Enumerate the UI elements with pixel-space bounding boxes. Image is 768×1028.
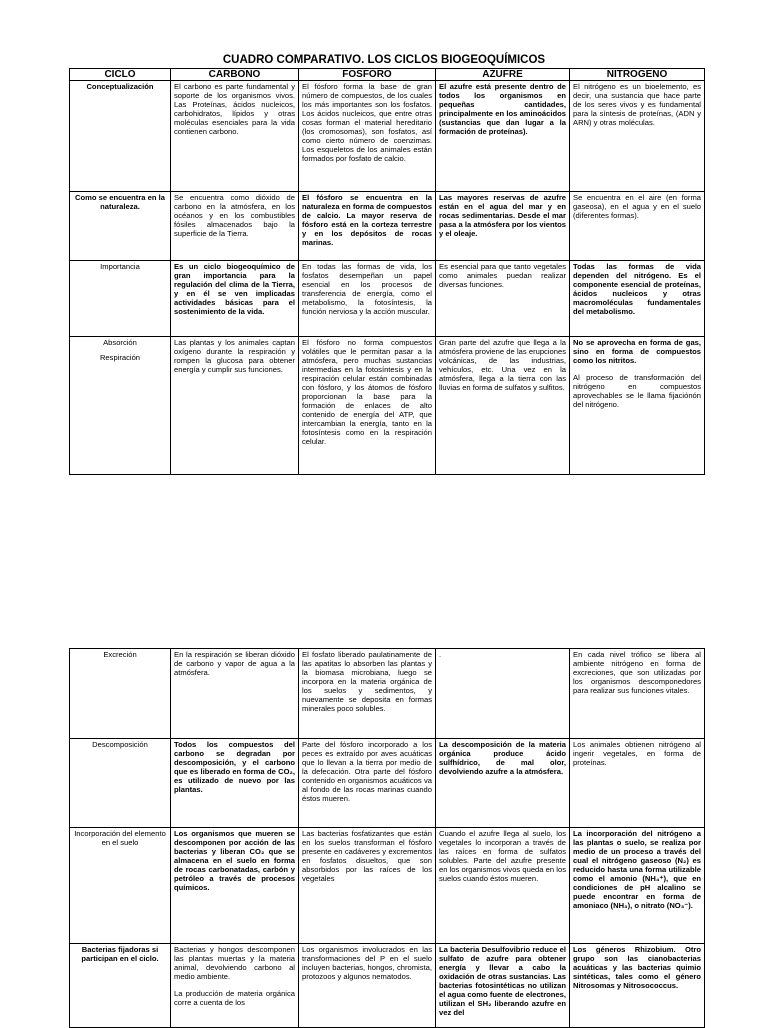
cell-nitrogeno: Todas las formas de vida dependen del nitrógeno. Es el componente esencial de proteínas, ácidos nucleicos y otras macromoléculas fundamentales del metabolismo. bbox=[570, 261, 705, 337]
row-label-absorcion-respiracion bbox=[70, 337, 171, 475]
header-nitrogeno: NITROGENO bbox=[570, 69, 705, 81]
cell-nitrogeno: En cada nivel trófico se libera al ambiente nitrógeno en forma de excreciones, que son utilizadas por los organismos descomponedores para realizar sus funciones vitales. bbox=[570, 649, 705, 739]
cell-nitrogeno: La incorporación del nitrógeno a las plantas o suelo, se realiza por medio de un proceso a través del cual el nitrógeno gaseoso (N₂) es reducido hasta una forma utilizable como el amonio (NH₄⁺), que en condiciones de pH alcalino se puede encontrar en forma de amoniaco (NH₃), o nitrato (NO₃⁻). bbox=[570, 828, 705, 944]
row-label-excrecion: Excreción bbox=[70, 649, 171, 739]
header-row bbox=[70, 69, 705, 81]
cell-azufre: Es esencial para que tanto vegetales como animales puedan realizar diversas funciones. bbox=[436, 261, 570, 337]
cell-carbono: Todos los compuestos del carbono se degradan por descomposición, y el carbono que es liberado en forma de CO₂, es utilizado de nuevo por las plantas. bbox=[171, 739, 299, 828]
header-carbono: CARBONO bbox=[171, 69, 299, 81]
header-azufre: AZUFRE bbox=[436, 69, 570, 81]
cell-fosforo: Las bacterias fosfatizantes que están en los suelos transforman el fósforo presente en cadáveres y excrementos en fosfatos disueltos, que son absorbidos por las raíces de los vegetales bbox=[299, 828, 436, 944]
cell-fosforo: En todas las formas de vida, los fosfatos desempeñan un papel esencial en los procesos de transferencia de energía, como el metabolismo, la fotosíntesis, la función nerviosa y la acción muscular. bbox=[299, 261, 436, 337]
table-row bbox=[70, 649, 705, 739]
table-row bbox=[70, 828, 705, 944]
cell-fosforo: Los organismos involucrados en las transformaciones del P en el suelo incluyen bacterias, hongos, chromista, protozoos y algunos nematodos. bbox=[299, 944, 436, 1028]
cell-nitrogeno: Los animales obtienen nitrógeno al ingerir vegetales, en forma de proteínas. bbox=[570, 739, 705, 828]
cell-carbono: El carbono es parte fundamental y soporte de los organismos vivos. Las Proteínas, ácidos nucleicos, carbohidratos, lípidos y otras moléculas esenciales para la vida contienen carbono. bbox=[171, 81, 299, 192]
cell-nitrogeno: Los géneros Rhizobium. Otro grupo son las cianobacterias acuáticas y las bacterias quimio sintéticas, tales como el género Nitrosomas y Nitrosococcus. bbox=[570, 944, 705, 1028]
table-row bbox=[70, 192, 705, 261]
cell-fosforo: El fósforo forma la base de gran número de compuestos, de los cuales los más importantes son los fosfatos. Los ácidos nucleicos, que entre otras cosas forman el material hereditario (los cromosomas), son fosfatos, así como cierto número de coenzimas. Los esqueletos de los animales están formados por fosfato de calcio. bbox=[299, 81, 436, 192]
cell-azufre: El azufre está presente dentro de todos los organismos en pequeñas cantidades, principalmente en los aminoácidos (sustancias que dan lugar a la formación de proteínas). bbox=[436, 81, 570, 192]
table-row bbox=[70, 261, 705, 337]
cell-paragraph: Bacterias y hongos descomponen las plantas muertas y la materia animal, devolviendo carbono al medio ambiente. bbox=[174, 945, 295, 981]
cell-nitrogeno: El nitrógeno es un bioelemento, es decir, una sustancia que hace parte de los seres vivos y es fundamental para la síntesis de proteínas, (ADN y ARN) y otras moléculas. bbox=[570, 81, 705, 192]
cell-fosforo: El fosfato liberado paulatinamente de las apatitas lo absorben las plantas y la biomasa microbiana, luego se incorpora en la materia orgánica de los suelos y sedimentos, y nuevamente se deposita en formas minerales poco solubles. bbox=[299, 649, 436, 739]
cell-fosforo: Parte del fósforo incorporado a los peces es extraído por aves acuáticas que lo llevan a la tierra por medio de la defecación. Otra parte del fósforo contenido en organismos acuáticos va al fondo de las rocas marinas cuando éstos mueren. bbox=[299, 739, 436, 828]
cell-azufre: Las mayores reservas de azufre están en el agua del mar y en rocas sedimentarias. Desde el mar pasa a la atmósfera por los vientos y el oleaje. bbox=[436, 192, 570, 261]
row-label-line: Respiración bbox=[99, 353, 141, 362]
comparison-table-part-1 bbox=[69, 68, 705, 475]
cell-carbono: Se encuentra como dióxido de carbono en la atmósfera, en los océanos y en los combustibles fósiles almacenados bajo la superficie de la Tierra. bbox=[171, 192, 299, 261]
header-fosforo: FOSFORO bbox=[299, 69, 436, 81]
cell-carbono: Las plantas y los animales captan oxígeno durante la respiración y rompen la glucosa para obtener energía y cumplir sus funciones. bbox=[171, 337, 299, 475]
cell-azufre: Gran parte del azufre que llega a la atmósfera proviene de las erupciones volcánicas, de las industrias, vehículos, etc. Una vez en la atmósfera, llega a la tierra con las lluvias en forma de sulfatos y sulfitos. bbox=[436, 337, 570, 475]
document-title: CUADRO COMPARATIVO. LOS CICLOS BIOGEOQUÍMICOS bbox=[222, 54, 546, 66]
row-label-descomposicion: Descomposición bbox=[70, 739, 171, 828]
cell-paragraph: No se aprovecha en forma de gas, sino en forma de compuestos como los nitritos. bbox=[573, 338, 701, 365]
cell-paragraph: Al proceso de transformación del nitrógeno en compuestos aprovechables se le llama fijaciónón del nitrógeno. bbox=[573, 373, 701, 409]
cell-fosforo: El fósforo no forma compuestos volátiles que le permitan pasar a la atmósfera, pero muchas sustancias intermedias en la fotosíntesis y en la respiración celular están combinadas con fósforo, y los átomos de fósforo proporcionan la base para la formación de enlaces de alto contenido de energía del ATP, que intercambian la energía, tanto en la fotosíntesis como en la respiración celular. bbox=[299, 337, 436, 475]
cell-azufre: La descomposición de la materia orgánica produce ácido sulfhídrico, de mal olor, devolviendo azufre a la atmósfera. bbox=[436, 739, 570, 828]
table-row bbox=[70, 337, 705, 475]
cell-carbono bbox=[171, 944, 299, 1028]
comparison-table-part-2 bbox=[69, 648, 705, 1028]
row-label-conceptualizacion: Conceptualización bbox=[70, 81, 171, 192]
cell-azufre: . bbox=[436, 649, 570, 739]
row-label-incorporacion: Incorporación del elemento en el suelo bbox=[70, 828, 171, 944]
cell-carbono: Es un ciclo biogeoquímico de gran importancia para la regulación del clima de la Tierra, y en él se ven implicadas actividades básicas para el sostenimiento de la vida. bbox=[171, 261, 299, 337]
cell-nitrogeno: Se encuentra en el aire (en forma gaseosa), en el agua y en el suelo (diferentes formas). bbox=[570, 192, 705, 261]
table-row bbox=[70, 944, 705, 1028]
table-row bbox=[70, 81, 705, 192]
cell-fosforo: El fósforo se encuentra en la naturaleza en forma de compuestos de calcio. La mayor reserva de fósforo está en la corteza terrestre y en los depósitos de rocas marinas. bbox=[299, 192, 436, 261]
cell-carbono: En la respiración se liberan dióxido de carbono y vapor de agua a la atmósfera. bbox=[171, 649, 299, 739]
row-label-line: Absorción bbox=[103, 338, 137, 347]
row-label-importancia: Importancia bbox=[70, 261, 171, 337]
row-label-bacterias-fijadoras: Bacterias fijadoras si participan en el ciclo. bbox=[70, 944, 171, 1028]
cell-azufre: La bacteria Desulfovibrio reduce el sulfato de azufre para obtener energía y llevar a cabo la oxidación de otras sustancias. Las bacterias fotosintéticas no utilizan el agua como fuente de electrones, utilizan el SH₂ liberando azufre en vez del bbox=[436, 944, 570, 1028]
cell-paragraph: La producción de materia orgánica corre a cuenta de los bbox=[174, 989, 295, 1007]
cell-nitrogeno bbox=[570, 337, 705, 475]
cell-azufre: Cuando el azufre llega al suelo, los vegetales lo incorporan a través de las raíces en forma de sulfatos solubles. Parte del azufre presente en los organismos vivos queda en los suelos cuando éstos mueren. bbox=[436, 828, 570, 944]
row-label-naturaleza: Como se encuentra en la naturaleza. bbox=[70, 192, 171, 261]
header-ciclo: CICLO bbox=[70, 69, 171, 81]
table-row bbox=[70, 739, 705, 828]
cell-carbono: Los organismos que mueren se descomponen por acción de las bacterias y liberan CO₂ que se almacena en el suelo en forma de rocas carbonatadas, carbón y petróleo a través de procesos químicos. bbox=[171, 828, 299, 944]
